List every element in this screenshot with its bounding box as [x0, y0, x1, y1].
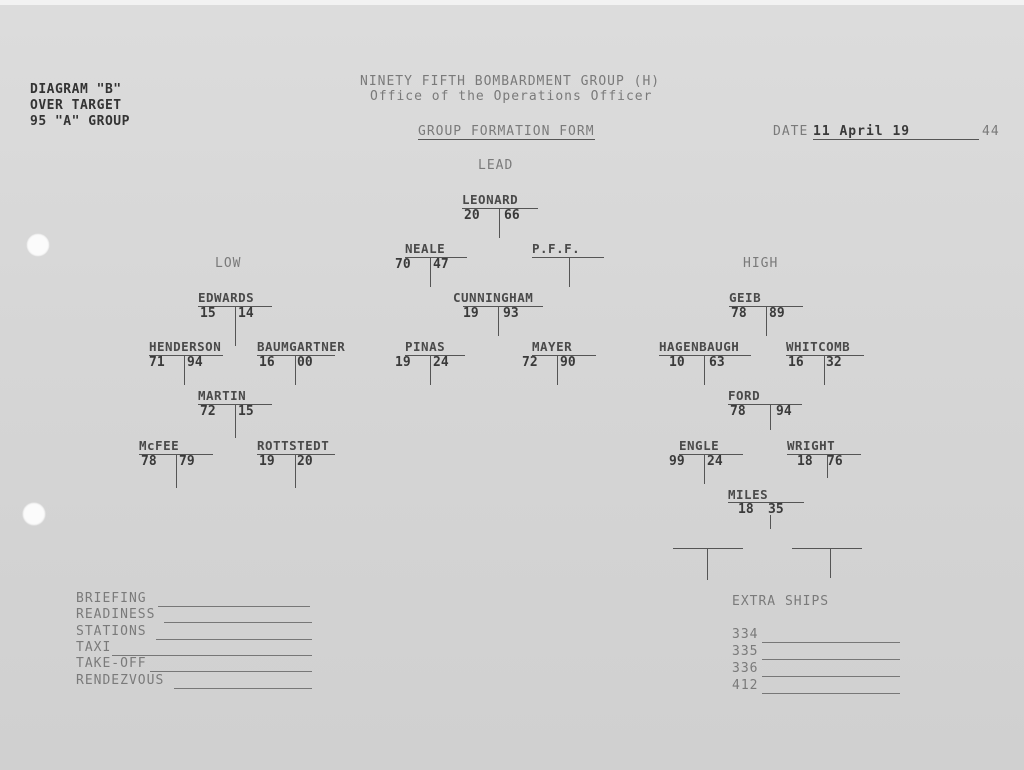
date-year: 44	[982, 124, 1000, 139]
section-lead: LEAD	[478, 158, 514, 173]
pilot-name: EDWARDS	[198, 290, 255, 305]
pilot-name: BAUMGARTNER	[257, 339, 346, 354]
pilot-name: LEONARD	[462, 192, 519, 207]
briefing-label: BRIEFING	[76, 591, 147, 606]
ship-number-left: 19	[463, 306, 479, 321]
readiness-line	[164, 622, 312, 623]
ship-number-right: 35	[768, 502, 784, 517]
ship-number-right: 93	[503, 306, 519, 321]
ship-number-right: 90	[560, 355, 576, 370]
taxi-label: TAXI	[76, 640, 112, 655]
pilot-name: ENGLE	[679, 438, 720, 453]
pilot-name: NEALE	[405, 241, 446, 256]
squadron-336-line	[762, 676, 900, 677]
pilot-name: WHITCOMB	[786, 339, 851, 354]
section-high: HIGH	[743, 256, 779, 271]
ship-number-left: 18	[738, 502, 754, 517]
ship-number-right: 32	[826, 355, 842, 370]
ship-number-left: 16	[788, 355, 804, 370]
ship-number-left: 72	[200, 404, 216, 419]
ship-number-left: 71	[149, 355, 165, 370]
rendezvous-label: RENDEZVOUS	[76, 673, 165, 688]
pilot-name: FORD	[728, 388, 761, 403]
ship-number-right: 79	[179, 454, 195, 469]
ship-number-left: 78	[730, 404, 746, 419]
ship-number-right: 47	[433, 257, 449, 272]
ship-number-left: 70	[395, 257, 411, 272]
diagram-label: DIAGRAM "B"	[30, 82, 122, 97]
ship-number-right: 66	[504, 208, 520, 223]
squadron-412-label: 412	[732, 678, 759, 693]
ship-number-right: 24	[707, 454, 723, 469]
pilot-name: HENDERSON	[149, 339, 222, 354]
ship-number-left: 19	[259, 454, 275, 469]
pilot-name: MARTIN	[198, 388, 247, 403]
ship-number-left: 72	[522, 355, 538, 370]
squadron-335-label: 335	[732, 644, 759, 659]
pilot-name: MILES	[728, 487, 769, 502]
position-label: OVER TARGET	[30, 98, 122, 113]
ship-number-right: 00	[297, 355, 313, 370]
ship-number-left: 19	[395, 355, 411, 370]
ship-number-left: 15	[200, 306, 216, 321]
group-label: 95 "A" GROUP	[30, 114, 130, 129]
extra-ships-title: EXTRA SHIPS	[732, 594, 830, 609]
ship-number-right: 15	[238, 404, 254, 419]
squadron-335-line	[762, 659, 900, 660]
office-title: Office of the Operations Officer	[370, 89, 653, 104]
squadron-412-line	[762, 693, 900, 694]
diagram-header	[30, 82, 130, 130]
binder-hole-bottom	[22, 502, 46, 526]
page-edge	[0, 0, 1024, 5]
unit-title: NINETY FIFTH BOMBARDMENT GROUP (H)	[360, 74, 661, 89]
pilot-name: CUNNINGHAM	[453, 290, 534, 305]
ship-number-left: 78	[141, 454, 157, 469]
ship-number-right: 20	[297, 454, 313, 469]
date-value: 11 April 19	[813, 124, 979, 140]
pilot-name: MAYER	[532, 339, 573, 354]
pilot-name: McFEE	[139, 438, 180, 453]
ship-number-right: 24	[433, 355, 449, 370]
form-title: GROUP FORMATION FORM	[418, 124, 595, 139]
ship-number-left: 78	[731, 306, 747, 321]
readiness-label: READINESS	[76, 607, 156, 622]
squadron-334-label: 334	[732, 627, 759, 642]
ship-number-right: 76	[827, 454, 843, 469]
ship-number-left: 18	[797, 454, 813, 469]
takeoff-label: TAKE-OFF	[76, 656, 147, 671]
date-label: DATE	[773, 124, 809, 139]
pilot-name: WRIGHT	[787, 438, 836, 453]
pilot-name: ROTTSTEDT	[257, 438, 330, 453]
stations-label: STATIONS	[76, 624, 147, 639]
ship-number-right: 14	[238, 306, 254, 321]
pilot-name: GEIB	[729, 290, 762, 305]
briefing-line	[158, 606, 310, 607]
ship-number-right: 63	[709, 355, 725, 370]
ship-number-left: 10	[669, 355, 685, 370]
squadron-334-line	[762, 642, 900, 643]
binder-hole-top	[26, 233, 50, 257]
ship-number-left: 20	[464, 208, 480, 223]
pilot-name: HAGENBAUGH	[659, 339, 740, 354]
rendezvous-line	[174, 688, 312, 689]
squadron-336-label: 336	[732, 661, 759, 676]
ship-number-right: 89	[769, 306, 785, 321]
pilot-name: P.F.F.	[532, 241, 581, 256]
takeoff-line	[150, 671, 312, 672]
stations-line	[156, 639, 312, 640]
ship-number-right: 94	[187, 355, 203, 370]
ship-number-left: 16	[259, 355, 275, 370]
section-low: LOW	[215, 256, 242, 271]
ship-number-right: 94	[776, 404, 792, 419]
ship-number-left: 99	[669, 454, 685, 469]
pilot-name: PINAS	[405, 339, 446, 354]
